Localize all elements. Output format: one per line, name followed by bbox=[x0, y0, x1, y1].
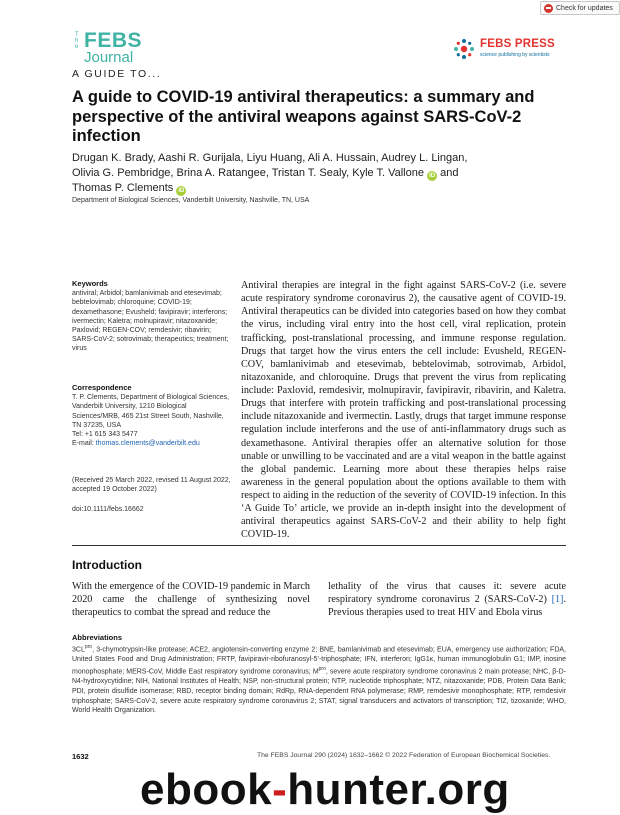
watermark-right: hunter.org bbox=[287, 765, 510, 814]
authors-line-1: Drugan K. Brady, Aashi R. Gurijala, Liyu Huang, Ali A. Hussain, Audrey L. Lingan, bbox=[72, 152, 468, 164]
correspondence-block bbox=[72, 383, 232, 448]
check-for-updates-button[interactable] bbox=[540, 1, 620, 15]
orcid-icon[interactable]: iD bbox=[178, 187, 185, 194]
journal-logo-journal: Journal bbox=[84, 49, 134, 66]
doi-text[interactable]: doi:10.1111/febs.16662 bbox=[72, 506, 144, 513]
publisher-logo bbox=[452, 37, 572, 61]
watermark-dash: - bbox=[272, 765, 288, 814]
abbreviations-heading: Abbreviations bbox=[72, 633, 123, 642]
footer-citation: The FEBS Journal 290 (2024) 1632–1662 © 2022 Federation of European Biochemical Societies. bbox=[257, 752, 551, 759]
introduction-heading: Introduction bbox=[72, 558, 142, 572]
intro-col2-text-b: . Previous therapies used to treat HIV and Ebola virus bbox=[328, 594, 566, 618]
keywords-text: antiviral; Arbidol; bamlanivimab and etesevimab; bebtelovimab; chloroquine; COVID-19; dexamethasone; Evusheld; favipiravir; interferons; ivermectin; Kaletra; molnupiravir; nitazoxanide; Paxlovid; REGEN-COV; remdesivir; ribavirin; SARS-CoV-2; sotrovimab; therapeutics; treatment; virus bbox=[72, 290, 229, 353]
abbr-lead: 3CL bbox=[72, 646, 85, 654]
intro-column-1: With the emergence of the COVID-19 pandemic in March 2020 came the challenge of synthesizing novel therapeutics to combat the spread and reduce the bbox=[72, 581, 310, 618]
keywords-heading: Keywords bbox=[72, 279, 108, 288]
abbr-mid-sup: pro bbox=[318, 665, 326, 672]
authors-line-2: Olivia G. Pembridge, Brina A. Ratangee, Tristan T. Sealy, Kyle T. Vallone bbox=[72, 166, 424, 179]
citation-link[interactable]: [1] bbox=[551, 594, 564, 605]
abbr-lead-sup: pro bbox=[84, 644, 93, 650]
watermark-left: ebook bbox=[140, 765, 273, 814]
keywords-block bbox=[72, 279, 232, 354]
correspondence-heading: Correspondence bbox=[72, 383, 132, 392]
update-icon bbox=[544, 4, 553, 13]
intro-col2-text-a: lethality of the virus that causes it: severe acute respiratory syndrome coronavirus 2 (SARS-CoV-2) bbox=[328, 581, 566, 605]
abstract: Antiviral therapies are integral in the fight against SARS-CoV-2 (i.e. severe acute respiratory syndrome coronavirus 2), the causative agent of COVID-19. Antiviral therapeutics can be divided into categories based on how they combat the virus, including viral entry into the host cell, viral replication, protein trafficking, post-translational processing, and immune response regulation. Drugs that target how the virus enters the cell include: Evusheld, REGEN-COV, bamlanivimab and etesevimab, bebtelovimab, sotrovimab, Arbidol, nitazoxanide, and chloroquine. Drugs that prevent the virus from replicating include: Paxlovid, remdesivir, molnupiravir, favipiravir, ribavirin, and Kaletra. Drugs that interfere with protein trafficking and post-translational processing include nitazoxanide and ivermectin. Lastly, drugs that target immune response regulation include interferons and the use of anti-inflammatory drugs such as dexamethasone. Antiviral therapies offer an alternative solution for those unable or unwilling to be vaccinated and are a vital weapon in the battle against the global pandemic. Learning more about these therapies helps raise awareness in the general population about the options available to them with respect to aiding in the reduction of the severity of COVID-19 infection. In this ‘A Guide To’ article, we provide an in-depth insight into the development of antiviral therapeutics against SARS-CoV-2 and their ability to help fight COVID-19. bbox=[241, 280, 566, 541]
authors-line-3: Thomas P. Clements bbox=[72, 181, 174, 194]
abbr-text-2: , severe acute respiratory syndrome coronavirus 2 main protease; NHC, β-D-N4-hydroxycytidine; NIH, National Institutes of Health; NSP, non-structural protein; NTP, nucleotide triphosphate; NTZ, nitazoxanide; PDB, Protein Data Bank; PDI, protein disulfide isomerase; RBD, receptor binding domain; RdRp, RNA-dependent RNA polymerase; RMP, remdesivir monophosphate; RTP, remdesivir triphosphate; SARS-CoV-2, severe acute respiratory syndrome coronavirus 2; STAT, signal transducers and activators of transcription; TIZ, tizoxanide; WHO, World Health Organization. bbox=[72, 668, 566, 715]
publisher-name: FEBS PRESS bbox=[480, 38, 555, 50]
authors-line-2-end: and bbox=[440, 166, 459, 179]
abbreviations-text bbox=[72, 643, 566, 716]
email-link[interactable]: thomas.clements@vanderbilt.edu bbox=[95, 440, 200, 448]
journal-logo-the: The bbox=[75, 32, 79, 50]
email-label: E-mail: bbox=[72, 440, 94, 448]
page-number: 1632 bbox=[72, 752, 89, 761]
check-for-updates-label: Check for updates bbox=[556, 5, 613, 12]
received-dates: (Received 25 March 2022, revised 11 August 2022, accepted 19 October 2022) bbox=[72, 477, 231, 494]
affiliation: Department of Biological Sciences, Vanderbilt University, Nashville, TN, USA bbox=[72, 197, 310, 204]
journal-logo-febs: FEBS bbox=[84, 29, 143, 52]
journal-logo bbox=[75, 30, 147, 68]
intro-column-2 bbox=[328, 580, 566, 619]
publisher-tagline: science publishing by scientists bbox=[480, 52, 550, 58]
watermark bbox=[140, 764, 620, 815]
section-label: A GUIDE TO... bbox=[72, 68, 162, 80]
abbr-text-1: , 3-chymotrypsin-like protease; ACE2, angiotensin-converting enzyme 2; BNE, bamlanivimab and etesevimab; EUA, emergency use authorization; FDA, United States Food and Drug Administration; FRTP, favipiravir-ribofuranosyl-5’-triphosphate; IFN, interferon; IgG1κ, human immunoglobulin G1; IMP, inosine monophosphate; MERS-CoV, Middle East respiratory syndrome coronavirus; M bbox=[72, 646, 566, 676]
article-title: A guide to COVID-19 antiviral therapeutics: a summary and perspective of the antiviral weapons against SARS-CoV-2 infection bbox=[72, 88, 535, 145]
correspondence-address: T. P. Clements, Department of Biological Sciences, Vanderbilt University, 1210 Biological Sciences/MRB, 465 21st Street South, Nashville, TN 37235, USA bbox=[72, 394, 230, 429]
febs-press-dots-icon bbox=[452, 37, 476, 61]
author-list bbox=[72, 151, 572, 196]
section-divider bbox=[72, 545, 566, 546]
correspondence-tel: Tel: +1 615 343 5477 bbox=[72, 431, 138, 439]
orcid-icon[interactable]: iD bbox=[429, 172, 436, 179]
